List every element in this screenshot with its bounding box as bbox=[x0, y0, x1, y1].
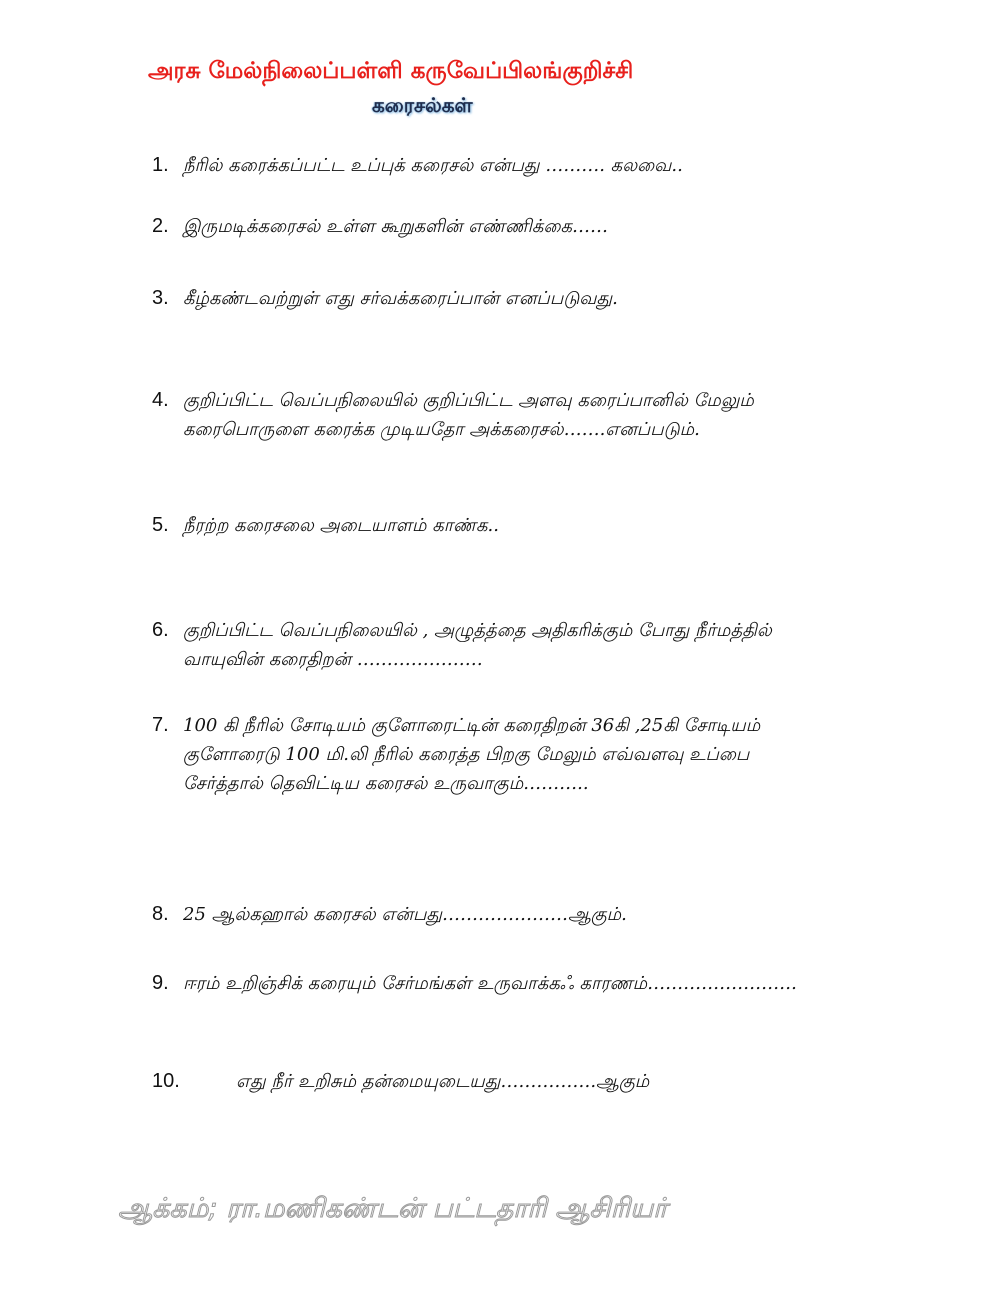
question-number: 7. bbox=[152, 714, 169, 736]
question-text: குறிப்பிட்ட வெப்பநிலையில் குறிப்பிட்ட அளவு கரைப்பானில் மேலும் கரைபொருளை கரைக்க முடியதோ அக்கரைசல்…….எனப்படும். bbox=[183, 390, 754, 440]
question-9 bbox=[152, 969, 812, 998]
author-credit: ஆக்கம்; ரா.மணிகண்டன் பட்டதாரி ஆசிரியர் bbox=[118, 1193, 668, 1224]
question-7 bbox=[152, 711, 812, 798]
question-number: 5. bbox=[152, 514, 169, 536]
question-4 bbox=[152, 386, 812, 444]
question-1 bbox=[152, 151, 812, 180]
question-8 bbox=[152, 900, 812, 929]
question-text: நீரில் கரைக்கப்பட்ட உப்புக் கரைசல் என்பது ………. கலவை.. bbox=[183, 155, 683, 176]
question-3 bbox=[152, 284, 812, 313]
question-number: 2. bbox=[152, 215, 169, 237]
question-number: 10. bbox=[152, 1070, 180, 1092]
question-5 bbox=[152, 511, 812, 540]
question-6 bbox=[152, 616, 812, 674]
question-text: 25 ஆல்கஹால் கரைசல் என்பது…………………ஆகும். bbox=[183, 904, 627, 925]
topic-title: கரைசல்கள் bbox=[372, 93, 473, 117]
question-number: 8. bbox=[152, 903, 169, 925]
question-number: 9. bbox=[152, 972, 169, 994]
question-number: 4. bbox=[152, 389, 169, 411]
question-text: ஈரம் உறிஞ்சிக் கரையும் சேர்மங்கள் உருவாக்கஃ காரணம்……………………. bbox=[183, 973, 797, 994]
question-number: 6. bbox=[152, 619, 169, 641]
question-number: 1. bbox=[152, 154, 169, 176]
question-2 bbox=[152, 212, 812, 241]
question-text: இருமடிக்கரைசல் உள்ள கூறுகளின் எண்ணிக்கை…… bbox=[183, 216, 608, 237]
school-title: அரசு மேல்நிலைப்பள்ளி கருவேப்பிலங்குறிச்சி bbox=[148, 58, 634, 84]
question-text: குறிப்பிட்ட வெப்பநிலையில் , அழுத்த்தை அதிகரிக்கும் போது நீர்மத்தில் வாயுவின் கரைதிறன் ………………… bbox=[183, 620, 772, 670]
question-text: எது நீர் உறிசும் தன்மையுடையது…………….ஆகும் bbox=[236, 1071, 650, 1092]
question-10 bbox=[152, 1067, 812, 1096]
question-text: கீழ்கண்டவற்றுள் எது சர்வக்கரைப்பான் எனப்படுவது. bbox=[183, 288, 618, 309]
question-number: 3. bbox=[152, 287, 169, 309]
question-text: 100 கி நீரில் சோடியம் குளோரைட்டின் கரைதிறன் 36கி ,25கி சோடியம் குளோரைடு 100 மி.லி நீரில் கரைத்த பிறகு மேலும் எவ்வளவு உப்பை சேர்த்தால் தெவிட்டிய கரைசல் உருவாகும்……….. bbox=[183, 715, 761, 794]
question-text: நீரற்ற கரைசலை அடையாளம் காண்க.. bbox=[183, 515, 499, 536]
